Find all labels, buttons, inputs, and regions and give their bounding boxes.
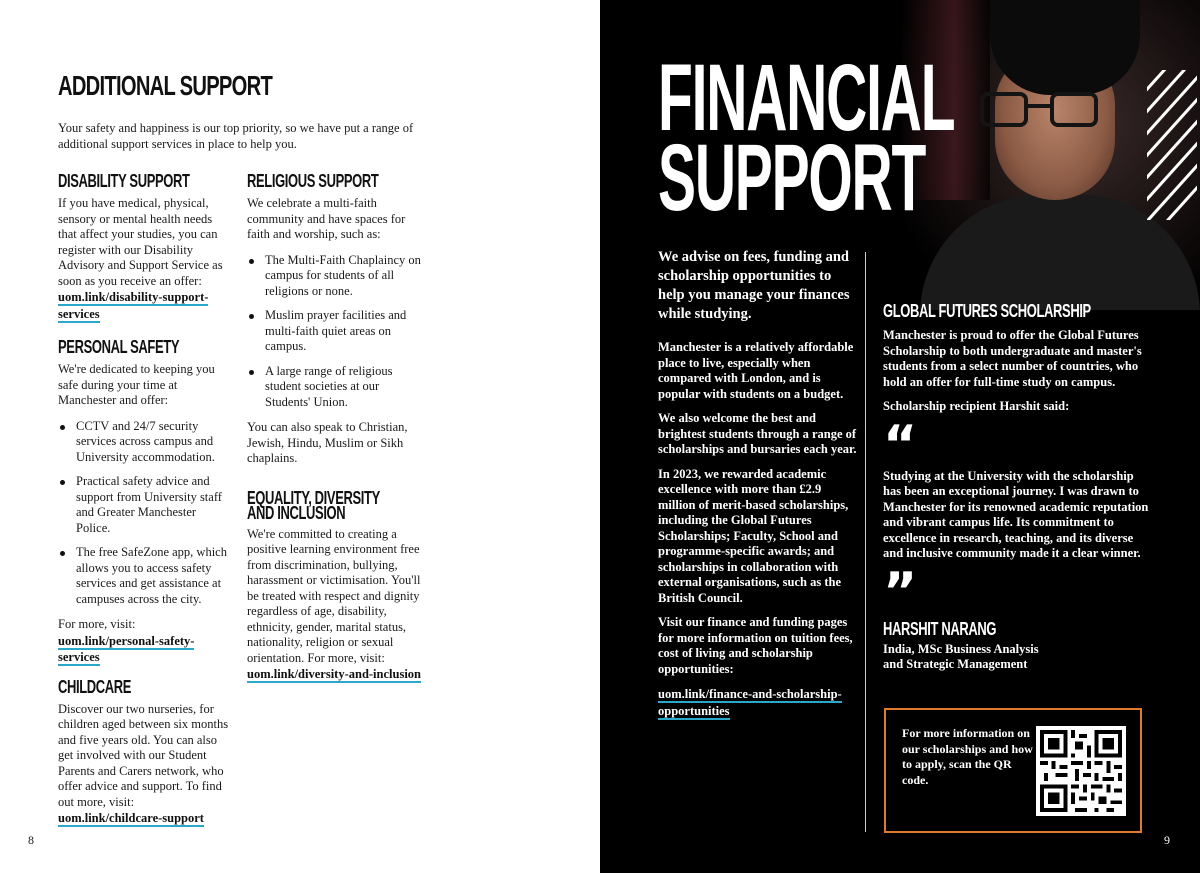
finance-p2: We also welcome the best and brightest students through a range of scholarships and bursaries each year. [658,411,857,456]
finance-p4: Visit our finance and funding pages for more information on tuition fees, cost of living and scholarship opportunities: [658,615,853,676]
list-item: A large range of religious student societies at our Students' Union. [247,364,427,411]
safety-heading: PERSONAL SAFETY [58,337,180,357]
religious-list [247,253,427,411]
safety-list [58,419,233,608]
recipient-role: India, MSc Business Analysis and Strategic Management [883,641,1039,671]
religious-text: We celebrate a multi-faith community and have spaces for faith and worship, such as: [247,196,406,241]
close-quote-icon: ” [883,561,918,622]
column-divider [865,252,866,832]
right-page [600,0,1200,873]
left-column-1 [58,170,233,837]
finance-column [658,340,858,728]
finance-p1: Manchester is a relatively affordable place to live, especially when compared with London, and is popular with students on a budget. [658,340,854,401]
finance-link[interactable]: uom.link/finance-and-scholarship-opportunities [658,687,842,718]
page-number: 8 [28,833,34,847]
financial-title: FINANCIAL SUPPORT [658,45,954,231]
scholarship-said: Scholarship recipient Harshit said: [883,399,1070,413]
list-item: The Multi-Faith Chaplaincy on campus for students of all religions or none. [247,253,427,300]
list-item: Muslim prayer facilities and multi-faith quiet areas on campus. [247,308,427,355]
list-item: Practical safety advice and support from University staff and Greater Manchester Police. [58,474,233,536]
lead-text: We advise on fees, funding and scholarship opportunities to help you manage your finances while studying. [658,249,850,322]
recipient-name: HARSHIT NARANG [883,618,997,639]
intro-text: Your safety and happiness is our top priority, so we have put a range of additional support services in place to help you. [58,121,414,151]
qr-code-icon[interactable] [1036,726,1126,816]
scholarship-text: Manchester is proud to offer the Global Futures Scholarship to both undergraduate and master's students from a select number of countries, who hold an offer for full-time study on campus. [883,328,1142,389]
qr-info-box [884,708,1142,833]
finance-p3: In 2023, we rewarded academic excellence with more than £2.9 million of merit-based scholarships, including the Global Futures Scholarships; Faculty, School and programme-specific awards; and scholarships in collaboration with external organisations, such as the British Council. [658,466,849,605]
religious-heading: RELIGIOUS SUPPORT [247,171,379,191]
scholarship-quote: Studying at the University with the scholarship has been an exceptional journey. I was drawn to Manchester for its renowned academic reputation and vibrant campus life. Its commitment to excellence in research, teaching, and its diverse and inclusive community made it a clear winner. [883,468,1149,560]
equality-heading: EQUALITY, DIVERSITY AND INCLUSION [247,487,380,523]
scholarship-column [883,300,1153,683]
childcare-text: Discover our two nurseries, for children aged between six months and five years old. You can also get involved with our Student Parents and Carers network, who offer advice and support. To find out more, visit: uom.link/childcare-support [58,701,229,825]
religious-after: You can also speak to Christian, Jewish, Hindu, Muslim or Sikh chaplains. [247,420,408,465]
disability-link[interactable]: uom.link/disability-support-services [58,290,209,321]
page-title: ADDITIONAL SUPPORT [58,70,273,101]
scholarship-heading: GLOBAL FUTURES SCHOLARSHIP [883,301,1091,321]
decorative-stripes [1147,70,1197,220]
open-quote-icon: “ [883,414,918,475]
list-item: The free SafeZone app, which allows you to access safety services and get assistance at campuses across the city. [58,545,233,607]
safety-more: For more, visit: uom.link/personal-safety-services [58,617,195,664]
qr-text: For more information on our scholarships and how to apply, scan the QR code. [902,726,1033,787]
disability-text: If you have medical, physical, sensory or mental health needs that affect your studies, you can register with our Disability Advisory and Support Service as soon as you receive an offer: uom.link/disability-support-services [58,196,223,321]
page-number: 9 [1164,833,1170,847]
left-column-2 [247,170,427,693]
childcare-link[interactable]: uom.link/childcare-support [58,811,204,825]
childcare-heading: CHILDCARE [58,676,132,697]
safety-text: We're dedicated to keeping you safe during your time at Manchester and offer: [58,362,215,407]
disability-heading: DISABILITY SUPPORT [58,171,190,191]
list-item: CCTV and 24/7 security services across campus and University accommodation. [58,419,233,466]
equality-link[interactable]: uom.link/diversity-and-inclusion [247,667,421,681]
equality-text: We're committed to creating a positive learning environment free from discrimination, bullying, harassment or victimisation. You'll be treated with respect and dignity regardless of age, disability, ethnicity, gender, marital status, nationality, religion or sexual orientation. For more, visit: uom.link/diversity-and-inclusion [247,526,421,681]
safety-link[interactable]: uom.link/personal-safety-services [58,633,195,664]
